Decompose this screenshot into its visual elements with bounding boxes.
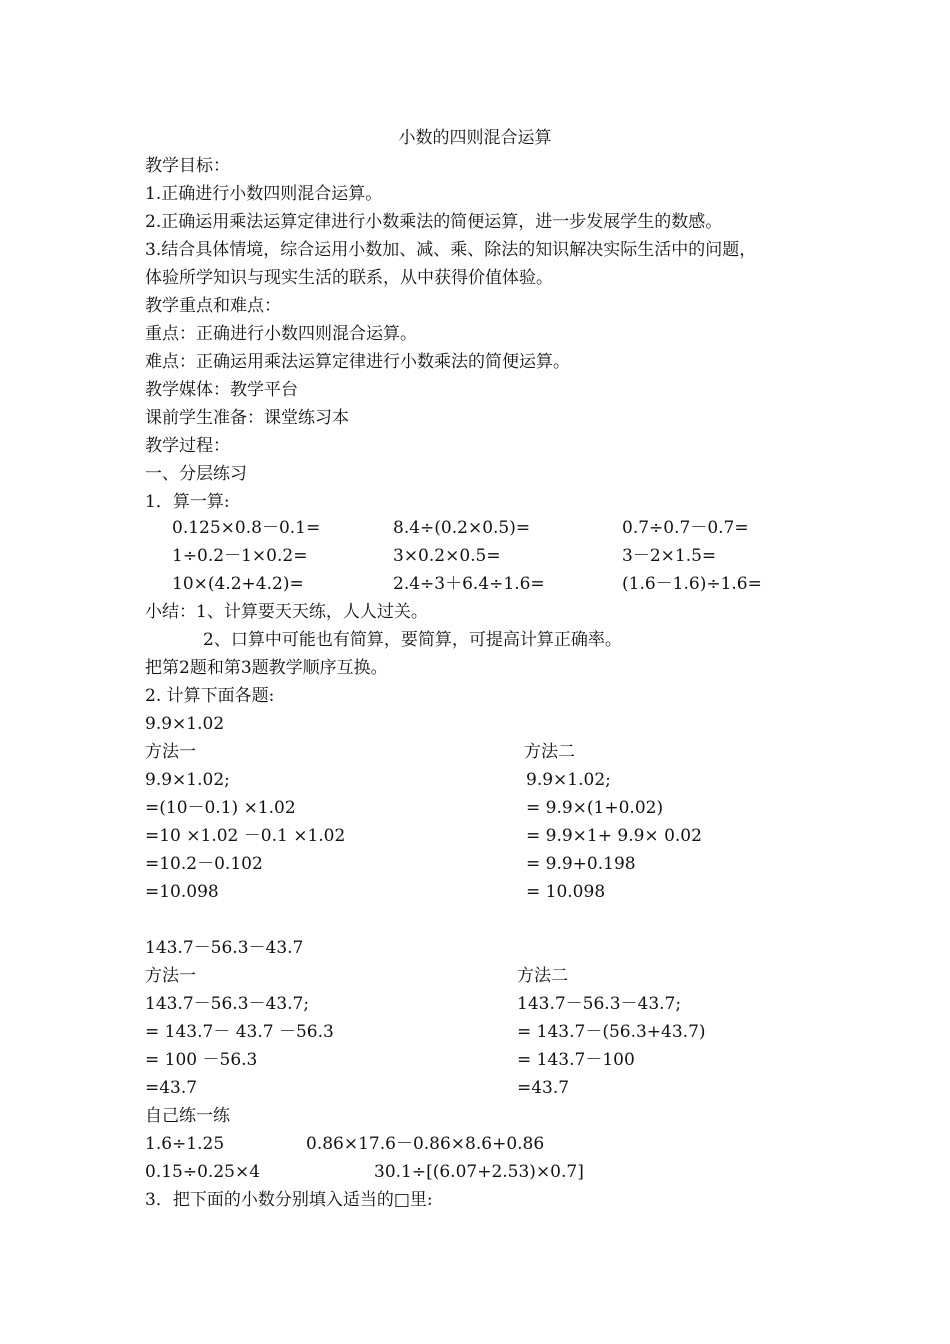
q1-expr: (1.6－1.6)÷1.6= <box>622 574 762 594</box>
method2-label: 方法二 <box>517 966 568 986</box>
step: = 143.7－100 <box>517 1050 635 1070</box>
step: = 143.7－ 43.7 －56.3 <box>145 1022 334 1042</box>
practice-expr: 30.1÷[(6.07+2.53)×0.7] <box>374 1162 584 1182</box>
objective-2: 2.正确运用乘法运算定律进行小数乘法的简便运算，进一步发展学生的数感。 <box>145 212 723 232</box>
practice-expr: 1.6÷1.25 <box>145 1134 225 1154</box>
self-practice-heading: 自己练一练 <box>145 1106 230 1126</box>
q1-expr: 1÷0.2－1×0.2= <box>172 546 308 566</box>
step: =(10－0.1) ×1.02 <box>145 798 296 818</box>
step: =43.7 <box>517 1078 570 1098</box>
process-heading: 教学过程： <box>145 436 230 456</box>
step: = 9.9+0.198 <box>526 854 636 874</box>
page-title: 小数的四则混合运算 <box>398 128 552 148</box>
step: =43.7 <box>145 1078 198 1098</box>
q1-expr: 0.125×0.8－0.1= <box>172 518 321 538</box>
step: 143.7－56.3－43.7; <box>145 994 310 1014</box>
objective-1: 1.正确进行小数四则混合运算。 <box>145 184 383 204</box>
step: 9.9×1.02; <box>145 770 230 790</box>
method1-label: 方法一 <box>145 742 196 762</box>
problem-b-expr: 143.7－56.3－43.7 <box>145 938 304 958</box>
section-1-heading: 一、分层练习 <box>145 464 247 484</box>
objective-3: 3.结合具体情境，综合运用小数加、减、乘、除法的知识解决实际生活中的问题， <box>145 240 757 260</box>
step: =10 ×1.02 －0.1 ×1.02 <box>145 826 346 846</box>
summary-1: 小结：1、计算要天天练，人人过关。 <box>145 602 428 622</box>
key-point: 重点：正确进行小数四则混合运算。 <box>145 324 417 344</box>
difficult-point: 难点：正确运用乘法运算定律进行小数乘法的简便运算。 <box>145 352 570 372</box>
swap-note: 把第2题和第3题教学顺序互换。 <box>145 658 388 678</box>
q1-heading: 1．算一算: <box>145 492 230 512</box>
step: = 10.098 <box>526 882 606 902</box>
q1-expr: 0.7÷0.7－0.7= <box>622 518 749 538</box>
step: = 9.9×(1+0.02) <box>526 798 664 818</box>
practice-expr: 0.15÷0.25×4 <box>145 1162 261 1182</box>
q1-expr: 2.4÷3＋6.4÷1.6= <box>393 574 545 594</box>
q1-expr: 3－2×1.5= <box>622 546 717 566</box>
teaching-media: 教学媒体：教学平台 <box>145 380 298 400</box>
student-preparation: 课前学生准备：课堂练习本 <box>145 408 349 428</box>
key-points-heading: 教学重点和难点： <box>145 296 281 316</box>
problem-a-expr: 9.9×1.02 <box>145 714 225 734</box>
objective-3-cont: 体验所学知识与现实生活的联系，从中获得价值体验。 <box>145 268 553 288</box>
q3-heading: 3．把下面的小数分别填入适当的□里: <box>145 1190 433 1210</box>
method2-label: 方法二 <box>524 742 575 762</box>
q2-heading: 2. 计算下面各题: <box>145 686 275 706</box>
step: = 9.9×1+ 9.9× 0.02 <box>526 826 702 846</box>
q1-expr: 8.4÷(0.2×0.5)= <box>393 518 531 538</box>
objectives-heading: 教学目标： <box>145 156 230 176</box>
summary-2: 2、口算中可能也有简算，要简算，可提高计算正确率。 <box>203 630 622 650</box>
practice-expr: 0.86×17.6－0.86×8.6+0.86 <box>306 1134 545 1154</box>
step: = 100 －56.3 <box>145 1050 258 1070</box>
q1-expr: 3×0.2×0.5= <box>393 546 501 566</box>
step: 143.7－56.3－43.7; <box>517 994 682 1014</box>
step: = 143.7－(56.3+43.7) <box>517 1022 706 1042</box>
step: 9.9×1.02; <box>526 770 611 790</box>
method1-label: 方法一 <box>145 966 196 986</box>
step: =10.098 <box>145 882 219 902</box>
q1-expr: 10×(4.2+4.2)= <box>172 574 304 594</box>
step: =10.2－0.102 <box>145 854 263 874</box>
